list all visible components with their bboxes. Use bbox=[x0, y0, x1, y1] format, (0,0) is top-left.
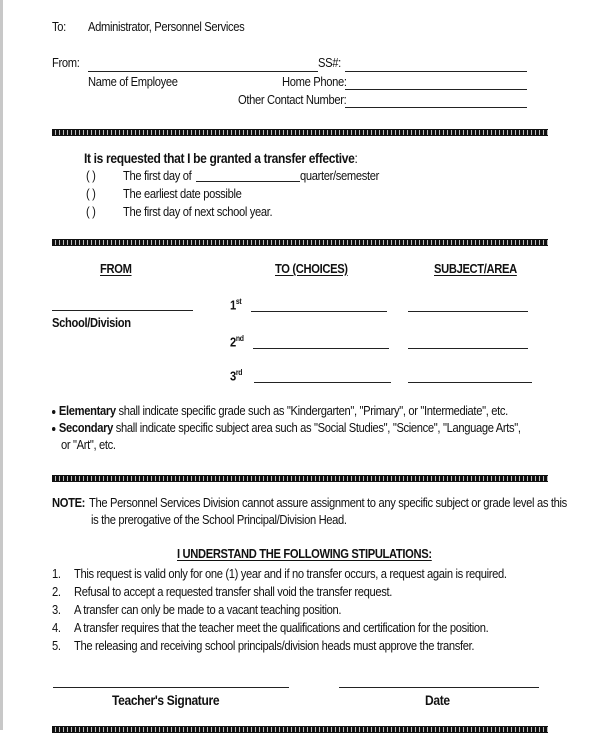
teacher-signature-field[interactable] bbox=[53, 687, 289, 688]
choice-3-subject-field[interactable] bbox=[408, 382, 532, 383]
option-label-3: The first day of next school year. bbox=[123, 204, 273, 219]
from-label: From: bbox=[52, 55, 80, 70]
choice-1-label bbox=[230, 297, 241, 312]
choice-2-subject-field[interactable] bbox=[408, 348, 528, 349]
elementary-label: Elementary bbox=[58, 403, 116, 418]
request-heading-text: It is requested that I be granted a transfer effective bbox=[84, 150, 355, 166]
choice-3-school-field[interactable] bbox=[254, 382, 391, 383]
to-value: Administrator, Personnel Services bbox=[88, 19, 245, 34]
stipulation-num-4: 4. bbox=[52, 620, 61, 635]
page-edge bbox=[0, 0, 3, 730]
employee-name-field[interactable] bbox=[88, 71, 318, 72]
other-contact-field[interactable] bbox=[345, 107, 527, 108]
option-checkbox-3[interactable]: ( ) bbox=[86, 204, 96, 219]
col-header-subject: SUBJECT/AREA bbox=[434, 261, 517, 276]
note-line-2: is the prerogative of the School Principal/Division Head. bbox=[91, 512, 347, 527]
stipulation-num-5: 5. bbox=[52, 638, 61, 653]
choice-1-subject-field[interactable] bbox=[408, 311, 528, 312]
choice-3-num: 3 bbox=[230, 368, 236, 384]
stipulation-text-5: The releasing and receiving school principals/division heads must approve the transfer. bbox=[74, 638, 475, 653]
col-header-to: TO (CHOICES) bbox=[275, 261, 348, 276]
option-label-2: The earliest date possible bbox=[123, 186, 242, 201]
date-label: Date bbox=[425, 692, 450, 708]
note-line-1: The Personnel Services Division cannot assure assignment to any specific subject or grade level as this bbox=[89, 495, 567, 510]
home-phone-field[interactable] bbox=[345, 89, 527, 90]
request-heading bbox=[84, 150, 357, 166]
divider bbox=[52, 129, 548, 136]
date-field[interactable] bbox=[339, 687, 539, 688]
choice-3-label bbox=[230, 368, 242, 383]
bullet-icon bbox=[52, 427, 55, 431]
choice-2-num: 2 bbox=[230, 334, 236, 350]
choice-1-suffix: st bbox=[235, 297, 242, 306]
choice-3-suffix: rd bbox=[235, 368, 243, 377]
stipulation-text-1: This request is valid only for one (1) year and if no transfer occurs, a request again is required. bbox=[74, 566, 507, 581]
secondary-note-cont: or "Art", etc. bbox=[61, 437, 116, 452]
to-label: To: bbox=[52, 19, 66, 34]
divider bbox=[52, 239, 548, 246]
stipulation-num-2: 2. bbox=[52, 584, 61, 599]
choice-2-suffix: nd bbox=[235, 334, 244, 343]
choice-2-label bbox=[230, 334, 244, 349]
divider bbox=[52, 475, 548, 482]
elementary-text: shall indicate specific grade such as "Kindergarten", "Primary", or "Intermediate", etc. bbox=[115, 403, 508, 418]
home-phone-label: Home Phone: bbox=[282, 74, 347, 89]
ss-label: SS#: bbox=[318, 55, 341, 70]
choice-2-school-field[interactable] bbox=[253, 348, 389, 349]
secondary-note bbox=[52, 420, 521, 435]
choice-1-school-field[interactable] bbox=[251, 311, 387, 312]
col-header-from: FROM bbox=[100, 261, 132, 276]
request-heading-colon: : bbox=[354, 150, 358, 166]
secondary-label: Secondary bbox=[58, 420, 113, 435]
employee-name-caption: Name of Employee bbox=[88, 74, 178, 89]
secondary-text: shall indicate specific subject area such as "Social Studies", "Science", "Language Arts", bbox=[112, 420, 521, 435]
ss-field[interactable] bbox=[345, 71, 527, 72]
school-division-field[interactable] bbox=[52, 310, 193, 311]
stipulations-heading: I UNDERSTAND THE FOLLOWING STIPULATIONS: bbox=[177, 546, 432, 561]
stipulation-num-3: 3. bbox=[52, 602, 61, 617]
note-label: NOTE: bbox=[52, 495, 86, 510]
option-checkbox-2[interactable]: ( ) bbox=[86, 186, 96, 201]
bullet-icon bbox=[52, 410, 55, 414]
teacher-signature-label: Teacher's Signature bbox=[112, 692, 220, 708]
choice-1-num: 1 bbox=[230, 297, 236, 313]
option-label-1-suffix: quarter/semester bbox=[300, 168, 380, 183]
option-label-1: The first day of bbox=[123, 168, 192, 183]
stipulation-text-2: Refusal to accept a requested transfer shall void the transfer request. bbox=[74, 584, 392, 599]
school-division-caption: School/Division bbox=[52, 315, 131, 330]
quarter-field[interactable] bbox=[196, 181, 300, 182]
stipulation-text-4: A transfer requires that the teacher meet the qualifications and certification for the position. bbox=[74, 620, 489, 635]
stipulation-num-1: 1. bbox=[52, 566, 61, 581]
option-checkbox-1[interactable]: ( ) bbox=[86, 168, 96, 183]
elementary-note bbox=[52, 403, 508, 418]
stipulation-text-3: A transfer can only be made to a vacant teaching position. bbox=[74, 602, 342, 617]
other-contact-label: Other Contact Number: bbox=[238, 92, 347, 107]
